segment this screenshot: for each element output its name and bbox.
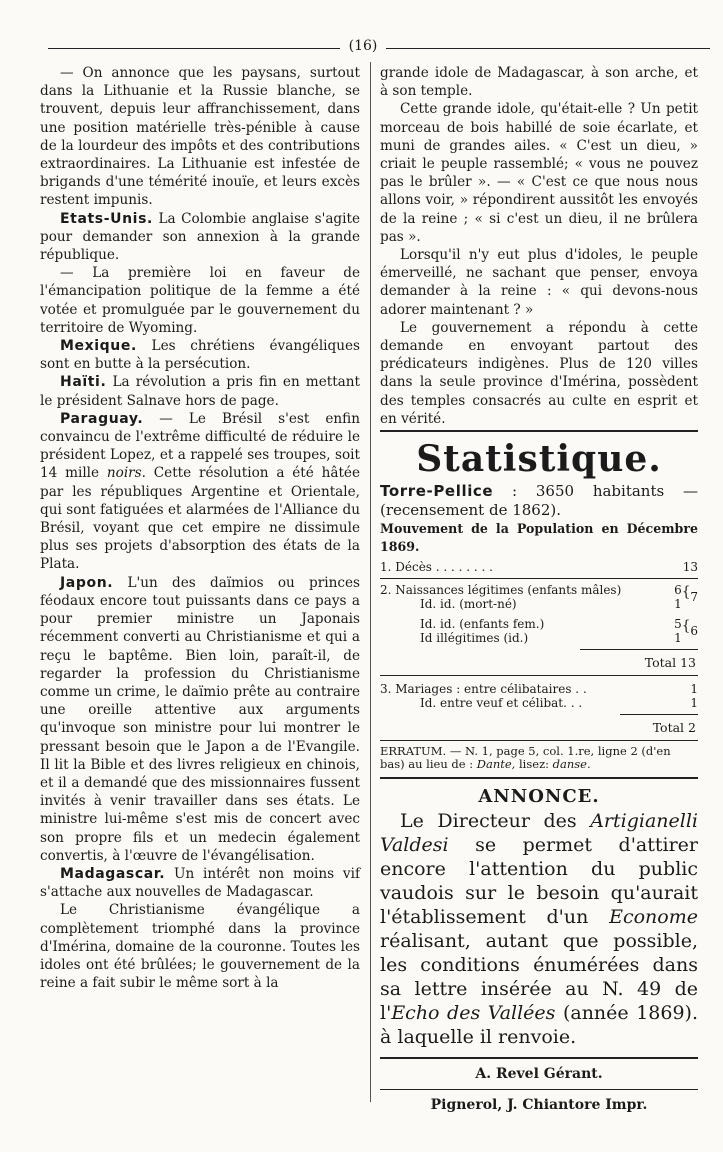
deces-label: 1. Décès . . . . . . . . [380,560,493,575]
section-rule [380,777,698,779]
total-value: 13 [680,655,696,671]
etats-unis-text: La Colombie anglaise s'agite pour demander son annexion à la grande république. [40,210,360,264]
naissances-group1-sum: 7 [690,590,698,605]
madagascar-text: Un intérêt non moins vif s'attache aux nouvelles de Madagascar. [40,865,360,901]
deces-row [380,560,698,574]
annonce-t1: Le Directeur des [400,810,591,833]
total-row-1 [380,654,698,671]
total-rule [580,649,698,650]
left-column [40,64,360,992]
page-number: (16) [348,38,378,54]
naissances-label: 2. Naissances légitimes (enfants mâles) [380,583,622,598]
wyoming-paragraph: — La première loi en faveur de l'émancipation politique de la femme a été votée et promulguée par le gouvernement du territoire de Wyoming. [40,265,360,336]
section-rule [380,1057,698,1059]
annonce-i2: Econome [609,906,698,929]
enfants-fem-label: Id. id. (enfants fem.) [420,617,545,632]
total-label: Total [652,720,685,736]
veuf-row [380,696,698,710]
section-rule [380,430,698,432]
haiti-text: La révolution a pris fin en mettant le président Salnave hors de page. [40,374,360,409]
paraguay-text-b: . Cette résolution a été hâtée par les républiques Argentine et Orientale, qui sont fatiguées et alarmées de l'Alliance du Brésil, voyant que cet empire ne dissimule plus ses projets d'absorption des états de la Plata. [40,465,360,573]
mariages-row [380,682,698,696]
naissances-group2-sum: 6 [690,624,698,639]
naissances-group-1 [380,583,698,611]
naissances-group-2 [380,617,698,645]
paraguay-paragraph [40,410,360,574]
mariages-value: 1 [690,682,698,697]
annonce-t3: réalisant, autant que possible, les conditions énumérées dans sa lettre insérée au N. 49 de l' [380,930,698,1025]
madagascar-paragraph [40,865,360,901]
annonce-i1: Artigianelli Valdesi [380,810,698,857]
header-rule-left [48,48,340,49]
erratum [380,745,698,771]
illegitimes-label: Id illégitimes (id.) [420,631,529,646]
japon-text: L'un des daïmios ou princes féodaux encore tout puissants dans ce pays a pour premier ministre un Japonais récemment converti au Christianisme et qui a reçu le baptême. Bien loin, paraît-il, de regarder la profession du Christianisme comme un crime, le daïmio prête au contraire une oreille attentive aux arguments qu'invoque son ministre pour lui montrer le pressant besoin que le Japon a de l'Evangile. Il lit la Bible et des livres religieux en chinois, et il a demandé que des missionnaires fussent invités à venir travailler dans ses états. Le ministre lui-même s'est mis de concert avec son propre fils et un medecin également convertis, à l'œuvre de l'évangélisation. [40,574,360,864]
total-rule [620,714,698,715]
erratum-text-2: lisez: [515,757,553,772]
mort-ne-label: Id. id. (mort-né) [420,597,517,612]
mexique-text: Les chrétiens évangéliques sont en butte à la persécution. [40,338,360,373]
imprimeur-line: Pignerol, J. Chiantore Impr. [430,1097,648,1114]
annonce-title: ANNONCE. [478,786,600,808]
illegitimes-value: 1 [674,631,682,646]
veuf-label: Id. entre veuf et célibat. . . [420,696,583,711]
torre-pellice-heading: Torre-Pellice [380,482,494,501]
mariages-label: 3. Mariages : entre célibataires . . [380,682,587,697]
gerant-line: A. Revel Gérant. [475,1066,603,1083]
haiti-paragraph [40,373,360,409]
russia-paragraph: — On annonce que les paysans, surtout dans la Lithuanie et la Russie blanche, se trouvent, depuis leur affranchissement, dans une position matérielle très-pénible à cause de la lourdeur des impôts et des contributions extraordinaires. La Lithuanie est infestée de brigands d'une témérité inouïe, et leurs excès restent impunis. [40,65,360,209]
mexique-paragraph [40,337,360,373]
paraguay-text-a: — Le Brésil s'est enfin convaincu de l'extrême difficulté de réduire le président Lopez, et a rappelé ses troupes, soit 14 mille [40,410,360,482]
total-value: 2 [688,720,696,736]
haiti-heading: Haïti. [60,374,107,391]
naissances-males: 6 [674,583,682,598]
idol-paragraph: Cette grande idole, qu'était-elle ? Un petit morceau de bois habillé de soie écarlate, et muni de grandes ailes. « C'est un dieu, » criait le peuple rassemblé; « vous ne pouvez pas le brûler ». — « C'est ce que nous nous allons voir, » répondirent aussitôt les envoyés de la reine ; « si c'est un dieu, il ne brûlera pas ». [380,101,698,245]
right-column [380,64,698,1116]
madagascar-continuation: grande idole de Madagascar, à son arche, et à son temple. [380,65,698,100]
japon-paragraph [40,574,360,865]
erratum-text: ERRATUM. — N. 1, page 5, col. 1.re, ligne 2 (d'en bas) au lieu de : [380,744,671,772]
footer-rule [380,1089,698,1090]
japon-heading: Japon. [60,574,114,591]
madagascar-heading: Madagascar. [60,865,166,882]
total-label: Total [644,655,677,671]
stats-rule [380,740,698,741]
brace-icon: { [681,618,691,635]
stats-rule [380,578,698,579]
people-paragraph: Lorsqu'il n'y eut plus d'idoles, le peuple émerveillé, ne sachant que penser, envoya demander à la reine : « qui devons-nous adorer maintenant ? » [380,247,698,318]
deces-value: 13 [682,560,698,575]
mort-ne-value: 1 [674,597,682,612]
torre-pellice-text: : 3650 habitants — (recensement de 1862). [380,482,698,520]
erratum-wrong: Dante, [476,757,516,772]
annonce-t4: (année 1869). à laquelle il renvoie. [380,1002,698,1049]
header-rule-right [386,48,710,49]
enfants-fem-value: 5 [674,617,682,632]
statistique-title: Statistique. [416,438,662,481]
brace-icon: { [681,584,691,601]
etats-unis-heading: Etats-Unis. [60,210,153,227]
mexique-heading: Mexique. [60,338,137,355]
paraguay-heading: Paraguay. [60,410,144,427]
page-header [48,38,710,58]
torre-pellice-line [380,482,698,520]
veuf-value: 1 [690,696,698,711]
total-row-2 [380,719,698,736]
annonce-text [380,809,698,1049]
erratum-correct: danse. [552,757,591,772]
column-divider [370,62,371,1102]
paraguay-italic: noirs [106,465,142,482]
government-paragraph: Le gouvernement a répondu à cette demande en envoyant partout des prédicateurs indigènes. Plus de 120 villes dans la seule province d'Imérina, possèdent des temples consacrés au culte en esprit et en vérité. [380,319,698,427]
etats-unis-paragraph [40,210,360,265]
mouvement-heading: Mouvement de la Population en Décembre 1869. [380,521,698,555]
annonce-i3: Echo des Vallées [391,1002,556,1025]
madagascar-paragraph-2: Le Christianisme évangélique a complètement triomphé dans la province d'Imérina, domaine de la couronne. Toutes les idoles ont été brûlées; le gouvernement de la reine a fait subir le même sort à la [40,902,360,992]
annonce-t2: se permet d'attirer encore l'attention du public vaudois sur le besoin qu'aurait l'établissement d'un [380,834,698,929]
stats-rule [380,675,698,676]
